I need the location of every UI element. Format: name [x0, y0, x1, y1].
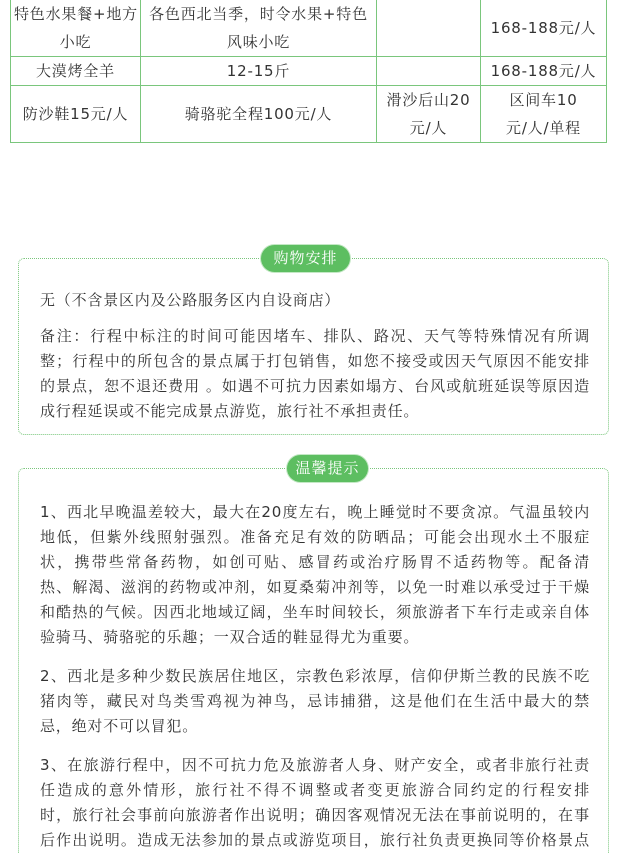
tips-paragraph — [40, 753, 590, 853]
text-line: 忌，绝对不可以冒犯。 — [40, 717, 199, 735]
shopping-note-paragraph — [40, 324, 590, 424]
cell-text: 各色西北当季，时令水果+特色 — [149, 5, 368, 23]
shopping-paragraph — [40, 288, 590, 313]
text-line: 无（不含景区内及公路服务区内自设商店） — [40, 291, 341, 309]
table-cell-description — [141, 0, 377, 57]
table-cell-description — [141, 57, 377, 86]
cell-text: 12-15斤 — [226, 62, 291, 80]
text-line: 验骑马、骑骆驼的乐趣；一双合适的鞋显得尤为重要。 — [40, 628, 420, 646]
cell-text: 风味小吃 — [226, 33, 291, 51]
table-cell-item — [11, 0, 141, 57]
table-cell — [481, 86, 607, 143]
cell-text: 区间车10 — [509, 91, 578, 109]
text-line: 和酷热的气候。因西北地域辽阔，坐车时间较长，须旅游者下车行走或亲自体 — [40, 603, 590, 621]
cell-text: 特色水果餐+地方 — [14, 5, 138, 23]
price-table — [10, 0, 607, 143]
cell-text: 元/人/单程 — [506, 119, 581, 137]
table-cell-item — [11, 57, 141, 86]
table-cell — [377, 86, 481, 143]
table-cell-empty — [377, 0, 481, 57]
table-cell — [11, 86, 141, 143]
table-row — [11, 57, 607, 86]
tips-section-box — [18, 468, 609, 853]
text-line: 整；行程中的所包含的景点属于打包销售，如您不接受或因天气原因不能安排 — [40, 352, 590, 370]
text-line: 成行程延误或不能完成景点游览，旅行社不承担责任。 — [40, 402, 420, 420]
cell-text: 168-188元/人 — [490, 19, 597, 37]
text-line: 2、西北是多种少数民族居住地区，宗教色彩浓厚，信仰伊斯兰教的民族不吃 — [40, 667, 590, 685]
text-line: 任造成的意外情形，旅行社不得不调整或者变更旅游合同约定的行程安排 — [40, 781, 590, 799]
tips-section-title: 温馨提示 — [287, 455, 368, 482]
text-line: 1、西北早晚温差较大，最大在20度左右，晚上睡觉时不要贪凉。气温虽较内 — [40, 503, 590, 521]
tips-paragraph — [40, 500, 590, 650]
text-line: 后作出说明。造成无法参加的景点或游览项目，旅行社负责更换同等价格景点 — [40, 831, 590, 849]
cell-text: 大漠烤全羊 — [35, 62, 115, 80]
cell-text: 防沙鞋15元/人 — [22, 105, 129, 123]
table-cell — [141, 86, 377, 143]
table-row — [11, 0, 607, 57]
tips-paragraph — [40, 664, 590, 739]
text-line: 猪肉等，藏民对鸟类雪鸡视为神鸟，忌讳捕猎，这是他们在生活中最大的禁 — [40, 692, 590, 710]
text-line: 备注：行程中标注的时间可能因堵车、排队、路况、天气等特殊情况有所调 — [40, 327, 590, 345]
cell-text: 元/人 — [409, 119, 448, 137]
cell-text: 滑沙后山20 — [386, 91, 471, 109]
cell-text: 小吃 — [59, 33, 92, 51]
table-cell-price — [481, 0, 607, 57]
table-row — [11, 86, 607, 143]
text-line: 的景点，恕不退还费用 。如遇不可抗力因素如塌方、台风或航班延误等原因造 — [40, 377, 590, 395]
table-cell-price — [481, 57, 607, 86]
table-cell-empty — [377, 57, 481, 86]
shopping-section-title: 购物安排 — [261, 245, 350, 272]
shopping-section-box — [18, 258, 609, 435]
cell-text: 骑骆驼全程100元/人 — [184, 105, 333, 123]
cell-text: 168-188元/人 — [490, 62, 597, 80]
text-line: 3、在旅游行程中，因不可抗力危及旅游者人身、财产安全，或者非旅行社责 — [40, 756, 590, 774]
text-line: 状，携带些常备药物，如创可贴、感冒药或治疗肠胃不适药物等。配备清 — [40, 553, 590, 571]
text-line: 时，旅行社会事前向旅游者作出说明；确因客观情况无法在事前说明的，在事 — [40, 806, 590, 824]
text-line: 地低，但紫外线照射强烈。准备充足有效的防晒品；可能会出现水土不服症 — [40, 528, 590, 546]
text-line: 热、解渴、滋润的药物或冲剂，如夏桑菊冲剂等，以免一时难以承受过于干燥 — [40, 578, 590, 596]
